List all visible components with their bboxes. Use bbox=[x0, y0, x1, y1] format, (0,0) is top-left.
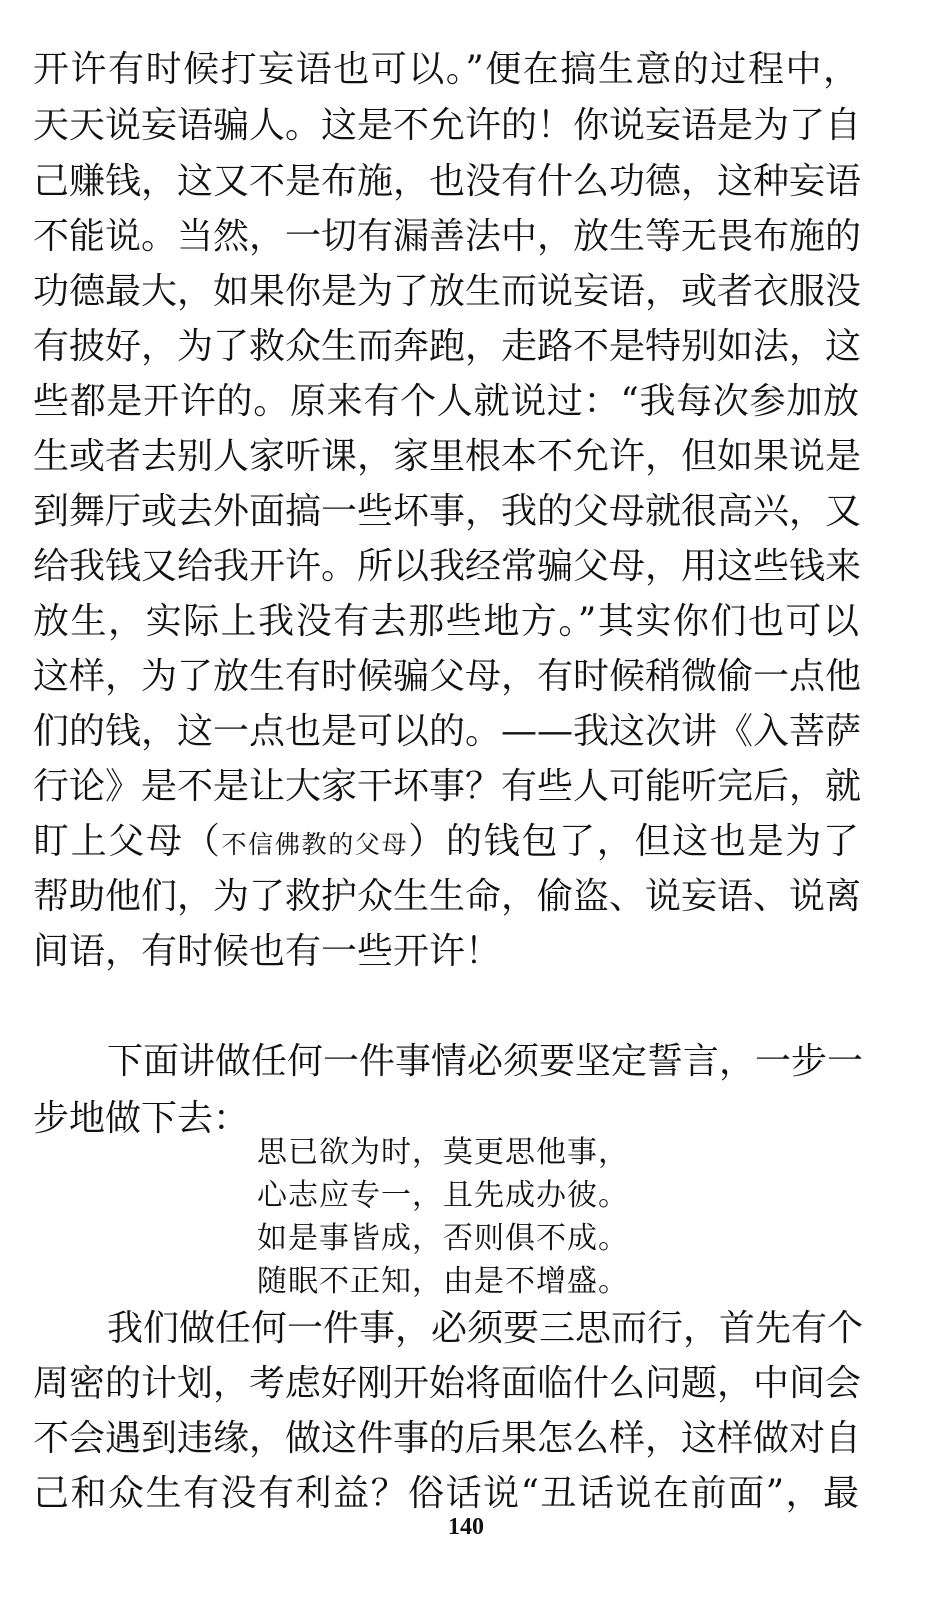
verse-line: 心志应专一，且先成办彼。 bbox=[257, 1178, 629, 1213]
verse-line: 思已欲为时，莫更思他事， bbox=[257, 1135, 629, 1170]
parenthetical-note: 不信佛教的父母 bbox=[221, 830, 409, 859]
body-text-line: 步地做下去： bbox=[33, 1098, 250, 1139]
body-text-line: 行论》是不是让大家干坏事？有些人可能听完后，就 bbox=[33, 766, 862, 807]
body-text-line: 不能说。当然，一切有漏善法中，放生等无畏布施的 bbox=[33, 216, 862, 257]
page-number: 140 bbox=[448, 1514, 484, 1540]
body-text-line: 放生，实际上我没有去那些地方。”其实你们也可以 bbox=[33, 601, 859, 642]
text-segment: ）的钱包了，但这也是为了 bbox=[408, 821, 859, 862]
body-text-line: 不会遇到违缘，做这件事的后果怎么样，这样做对自 bbox=[33, 1418, 862, 1459]
body-text-line: 帮助他们，为了救护众生生命，偷盗、说妄语、说离 bbox=[33, 876, 862, 917]
text-segment: 盯上父母（ bbox=[33, 821, 222, 862]
body-text-line: 这样，为了放生有时候骗父母，有时候稍微偷一点他 bbox=[33, 656, 862, 697]
body-text-line: 下面讲做任何一件事情必须要坚定誓言，一步一 bbox=[107, 1041, 864, 1082]
body-text-line: 给我钱又给我开许。所以我经常骗父母，用这些钱来 bbox=[33, 546, 862, 587]
verse-line: 随眠不正知，由是不增盛。 bbox=[257, 1264, 629, 1299]
body-text-line: 们的钱，这一点也是可以的。——我这次讲《入菩萨 bbox=[33, 711, 862, 752]
body-text-line: 己赚钱，这又不是布施，也没有什么功德，这种妄语 bbox=[33, 161, 862, 202]
body-text-line: 生或者去别人家听课，家里根本不允许，但如果说是 bbox=[33, 436, 862, 477]
body-text-line: 己和众生有没有利益？俗话说“丑话说在前面”，最 bbox=[33, 1473, 859, 1514]
body-text-line: 些都是开许的。原来有个人就说过：“我每次参加放 bbox=[33, 381, 859, 422]
body-text-line: 到舞厅或去外面搞一些坏事，我的父母就很高兴，又 bbox=[33, 491, 862, 532]
body-text-line: 功德最大，如果你是为了放生而说妄语，或者衣服没 bbox=[33, 271, 862, 312]
body-text-line: 间语，有时候也有一些开许！ bbox=[33, 931, 502, 972]
body-text-line: 开许有时候打妄语也可以。”便在搞生意的过程中， bbox=[33, 49, 859, 90]
body-text-line: 有披好，为了救众生而奔跑，走路不是特别如法，这 bbox=[33, 326, 862, 367]
body-text-line: 我们做任何一件事，必须要三思而行，首先有个 bbox=[107, 1308, 864, 1349]
body-text-line-with-note bbox=[33, 820, 859, 867]
verse-line: 如是事皆成，否则俱不成。 bbox=[257, 1221, 629, 1256]
body-text-line: 天天说妄语骗人。这是不允许的！你说妄语是为了自 bbox=[33, 105, 862, 146]
body-text-line: 周密的计划，考虑好刚开始将面临什么问题，中间会 bbox=[33, 1363, 862, 1404]
